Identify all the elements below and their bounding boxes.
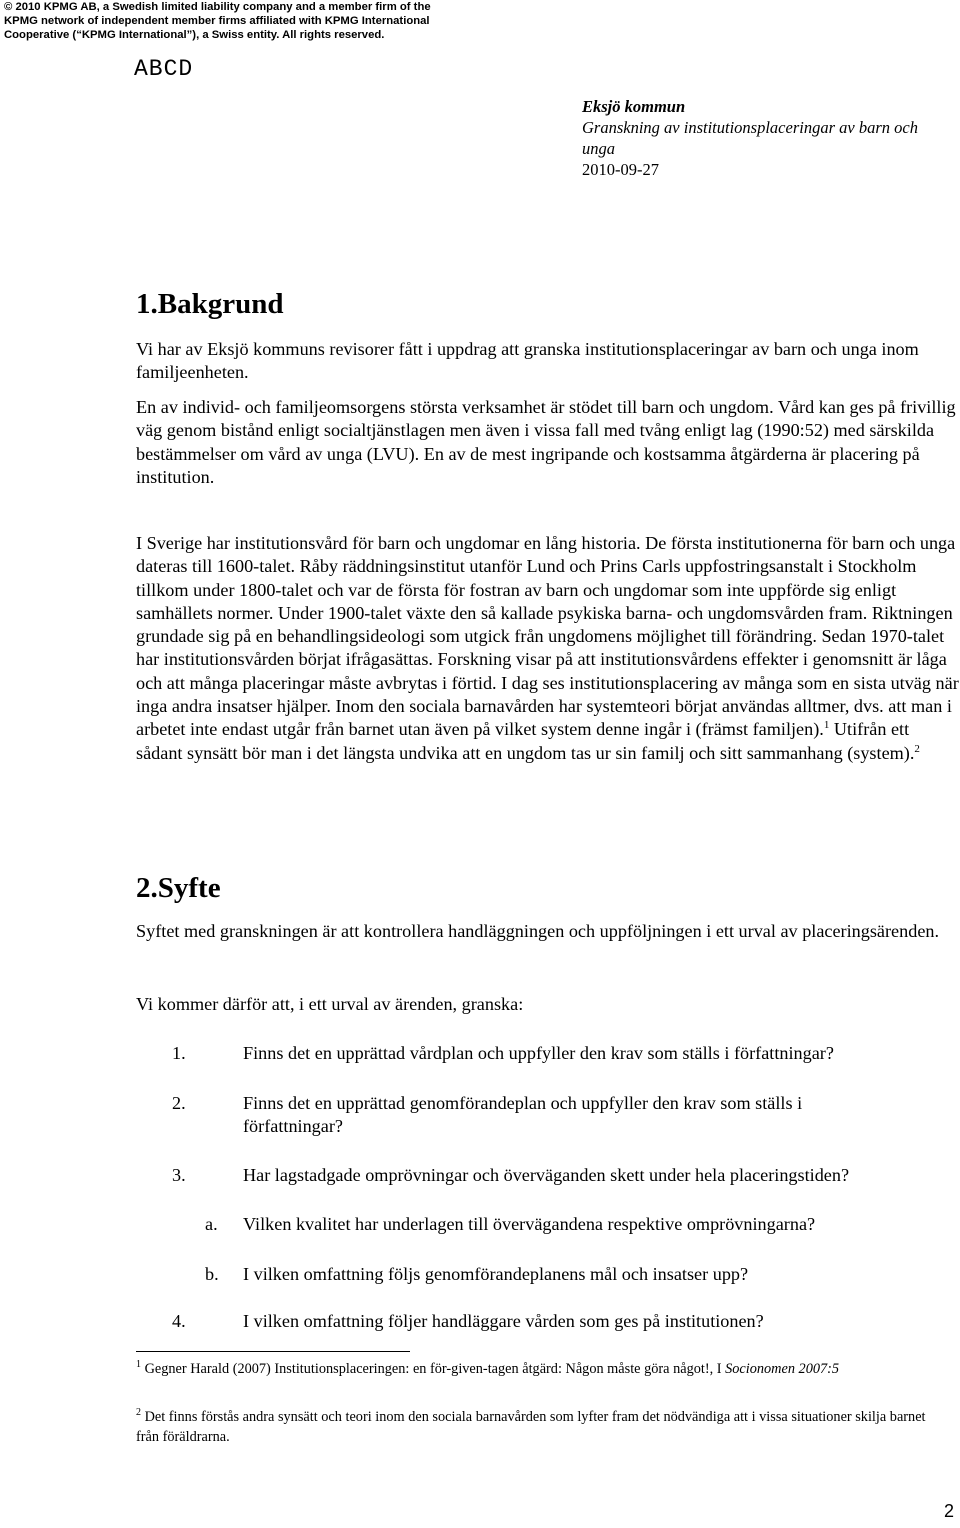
list-number: 2.	[172, 1093, 186, 1113]
copyright-notice: © 2010 KPMG AB, a Swedish limited liability company and a member firm of the KPMG network of independent member firms affiliated with KPMG International Cooperative (“KPMG International”), a Swiss entity. All rights reserved.	[4, 1, 431, 41]
footnote-text: Det finns förstås andra synsätt och teori inom den sociala barnavården som lyfter fram det nödvändiga att i vissa situationer skilja barnet från föräldrarna.	[136, 1409, 926, 1445]
footnote-separator	[136, 1351, 410, 1352]
list-text: I vilken omfattning följs genomförandeplanens mål och insatser upp?	[243, 1264, 749, 1284]
page-number: 2	[943, 1501, 954, 1521]
list-text: Har lagstadgade omprövningar och överväganden skett under hela placeringstiden?	[243, 1165, 850, 1185]
list-text: Finns det en upprättad genomförandeplan och uppfyller den krav som ställs i författningar?	[243, 1093, 803, 1137]
section-heading-bakgrund: 1.Bakgrund	[136, 288, 284, 320]
footnote	[136, 1360, 936, 1380]
document-header	[582, 96, 952, 180]
paragraph-text: I Sverige har institutionsvård för barn och ungdomar en lång historia. De första institutionerna för barn och unga dateras till 1600-talet. Råby räddningsinstitut utanför Lund och Prins Carls uppfostringsanstalt i Stockholm tillkom under 1800-talet och var de första för fostran av barn och ungdomar som inte uppförde sig enligt samhällets normer. Under 1900-talet växte den så kallade psykiska barna- och ungdomsvården fram. Riktningen grundade sig på en behandlingsideologi som utgick från ungdomens möjlighet till förändring. Sedan 1970-talet har institutionsvården börjat ifrågasättas. Forskning visar på att institutionsvårdens effekter i genomsnitt är låga och att många placeringar måste avbrytas i förtid. I dag ses institutionsplacering av många som en sista utväg när inga andra insatser hjälper. Inom den sociala barnavården har systemteori börjat användas alltmer, dvs. att man i arbetet inte endast utgår från barnet utan även på vilket system denne ingår i (främst familjen).	[136, 533, 959, 740]
footnote-ref: 2	[914, 742, 920, 755]
footnote-number: 1	[136, 1359, 141, 1371]
footnote-ref: 1	[823, 719, 830, 732]
list-text: I vilken omfattning följer handläggare vården som ges på institutionen?	[243, 1311, 764, 1331]
paragraph: Vi kommer därför att, i ett urval av ärenden, granska:	[136, 994, 524, 1014]
footnote-source: Socionomen 2007:5	[725, 1361, 840, 1377]
company-logo: ABCD	[134, 56, 194, 82]
list-number: a.	[205, 1214, 218, 1234]
list-text: Vilken kvalitet har underlagen till övervägandena respektive omprövningarna?	[243, 1214, 816, 1234]
paragraph: Vi har av Eksjö kommuns revisorer fått i uppdrag att granska institutionsplaceringar av barn och unga inom familjeenheten.	[136, 339, 919, 383]
list-text: Finns det en upprättad vårdplan och uppfyller den krav som ställs i författningar?	[243, 1043, 834, 1063]
report-title: Granskning av institutionsplaceringar av barn och unga	[582, 118, 918, 158]
paragraph-text: Utifrån ett sådant synsätt bör man i det längsta undvika att en ungdom tas ur sin familj och sitt sammanhang (system).	[136, 719, 915, 763]
paragraph: Syftet med granskningen är att kontrollera handläggningen och uppföljningen i ett urval av placeringsärenden.	[136, 921, 940, 941]
footnote-text: Gegner Harald (2007) Institutionsplaceringen: en för-given-tagen åtgärd: Någon måste göra något!, I	[141, 1361, 726, 1377]
list-number: b.	[205, 1264, 219, 1284]
paragraph	[136, 532, 960, 765]
footnote-number: 2	[136, 1407, 141, 1419]
organization-name: Eksjö kommun	[582, 97, 686, 116]
footnote	[136, 1408, 936, 1447]
paragraph: En av individ- och familjeomsorgens största verksamhet är stödet till barn och ungdom. Vård kan ges på frivillig väg genom bistånd enligt socialtjänstlagen men även i vissa fall med tvång enligt lag (1990:52) med särskilda bestämmelser om vård av unga (LVU). En av de mest ingripande och kostsamma åtgärderna är placering på institution.	[136, 397, 956, 487]
list-number: 1.	[172, 1043, 186, 1063]
list-number: 4.	[172, 1311, 186, 1331]
list-number: 3.	[172, 1165, 186, 1185]
section-heading-syfte: 2.Syfte	[136, 872, 221, 904]
report-date: 2010-09-27	[582, 160, 659, 179]
